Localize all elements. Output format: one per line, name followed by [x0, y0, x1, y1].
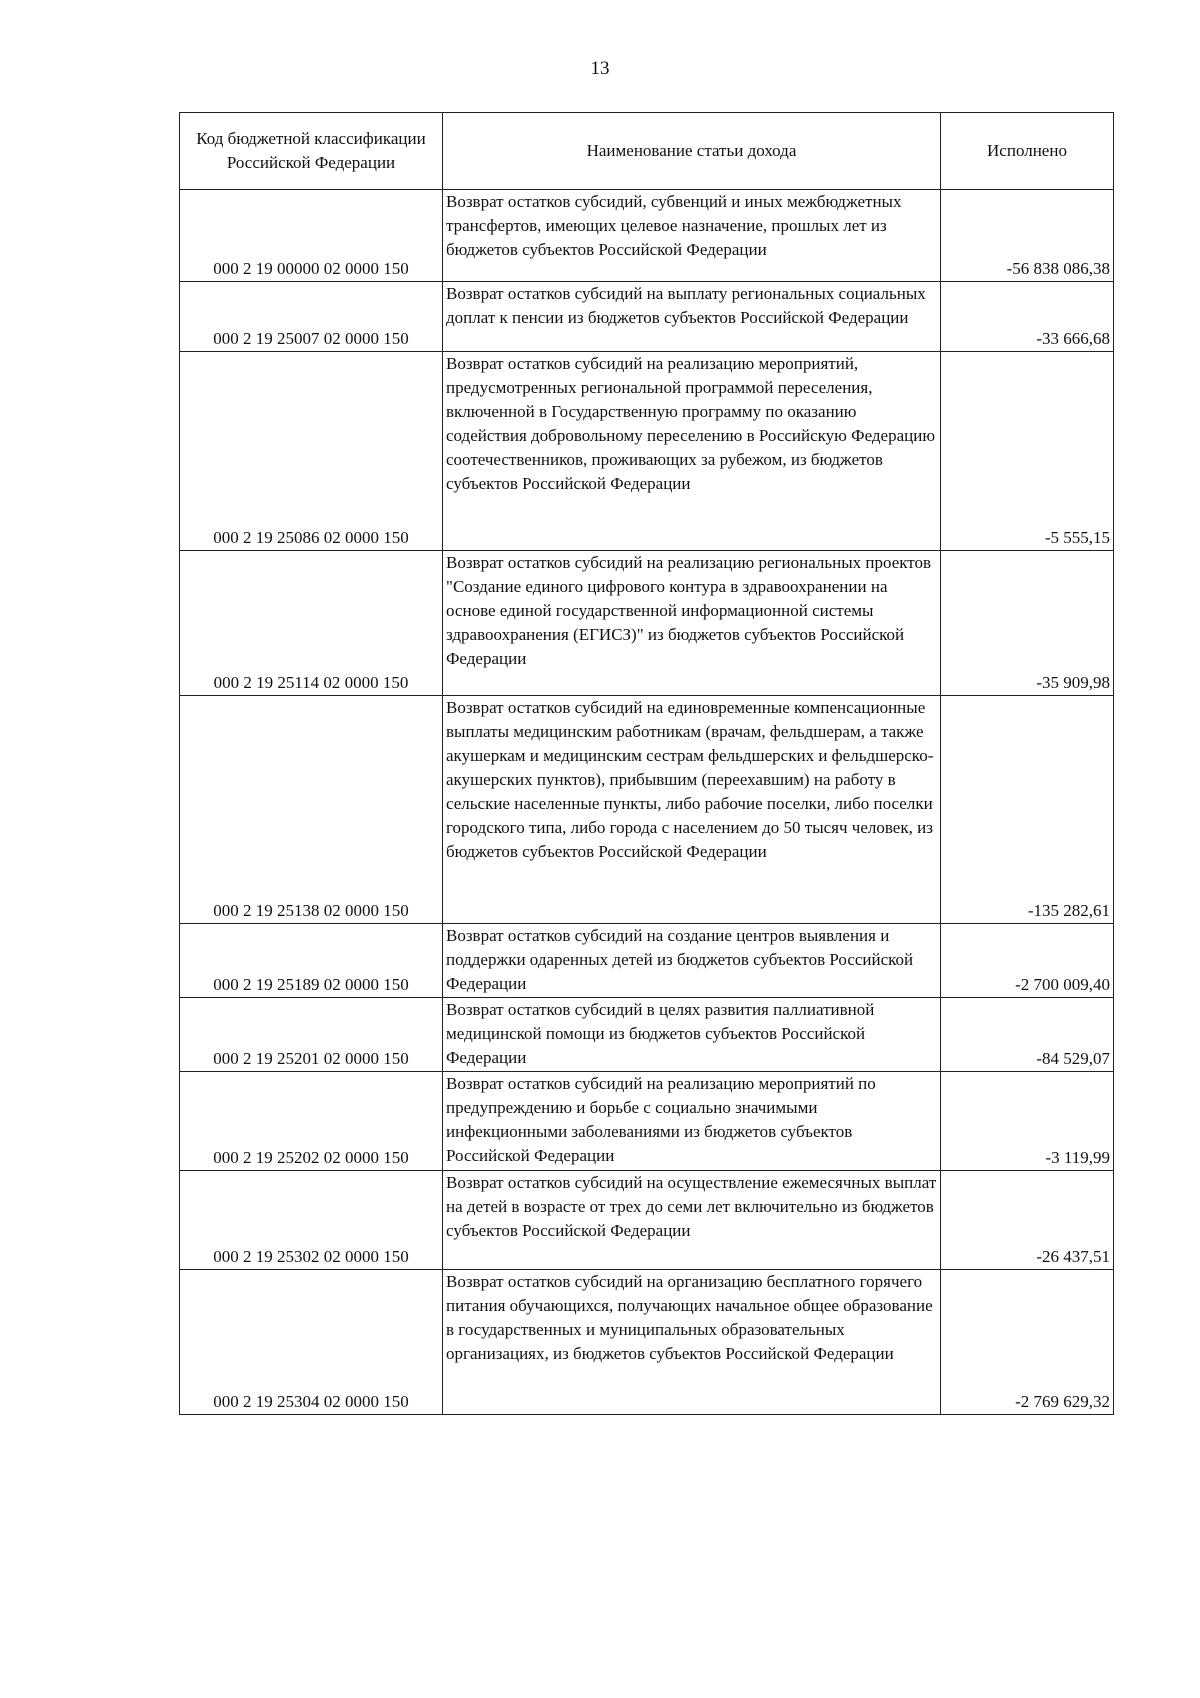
row-name: Возврат остатков субсидий на осуществление ежемесячных выплат на детей в возрасте от трех до семи лет включительно из бюджетов субъектов Российской Федерации: [443, 1171, 941, 1270]
table-row: [180, 190, 1114, 282]
row-code: 000 2 19 25304 02 0000 150: [180, 1270, 443, 1415]
row-code: 000 2 19 25086 02 0000 150: [180, 352, 443, 551]
table-row: [180, 1072, 1114, 1171]
row-executed: -3 119,99: [941, 1072, 1114, 1171]
row-executed: -35 909,98: [941, 551, 1114, 696]
header-name: Наименование статьи дохода: [443, 113, 941, 190]
row-code: 000 2 19 25114 02 0000 150: [180, 551, 443, 696]
table-row: [180, 1171, 1114, 1270]
row-code: 000 2 19 25302 02 0000 150: [180, 1171, 443, 1270]
row-executed: -2 769 629,32: [941, 1270, 1114, 1415]
row-name: Возврат остатков субсидий, субвенций и иных межбюджетных трансфертов, имеющих целевое назначение, прошлых лет из бюджетов субъектов Российской Федерации: [443, 190, 941, 282]
row-executed: -26 437,51: [941, 1171, 1114, 1270]
revenue-table: [179, 112, 1114, 1415]
table-row: [180, 696, 1114, 924]
page-number: 13: [590, 58, 610, 79]
table-row: [180, 998, 1114, 1072]
row-code: 000 2 19 25201 02 0000 150: [180, 998, 443, 1072]
row-code: 000 2 19 25189 02 0000 150: [180, 924, 443, 998]
row-name: Возврат остатков субсидий на реализацию региональных проектов "Создание единого цифрового контура в здравоохранении на основе единой государственной информационной системы здравоохранения (ЕГИСЗ)" из бюджетов субъектов Российской Федерации: [443, 551, 941, 696]
row-code: 000 2 19 25007 02 0000 150: [180, 282, 443, 352]
table-row: [180, 352, 1114, 551]
row-executed: -33 666,68: [941, 282, 1114, 352]
row-code: 000 2 19 00000 02 0000 150: [180, 190, 443, 282]
table-row: [180, 924, 1114, 998]
header-executed: Исполнено: [941, 113, 1114, 190]
row-executed: -2 700 009,40: [941, 924, 1114, 998]
table-row: [180, 1270, 1114, 1415]
row-name: Возврат остатков субсидий на реализацию мероприятий по предупреждению и борьбе с социально значимыми инфекционными заболеваниями из бюджетов субъектов Российской Федерации: [443, 1072, 941, 1171]
row-name: Возврат остатков субсидий на создание центров выявления и поддержки одаренных детей из бюджетов субъектов Российской Федерации: [443, 924, 941, 998]
header-code: Код бюджетной классификации Российской Федерации: [180, 113, 443, 190]
row-name: Возврат остатков субсидий на реализацию мероприятий, предусмотренных региональной программой переселения, включенной в Государственную программу по оказанию содействия добровольному переселению в Российскую Федерацию соотечественников, проживающих за рубежом, из бюджетов субъектов Российской Федерации: [443, 352, 941, 551]
row-name: Возврат остатков субсидий на единовременные компенсационные выплаты медицинским работникам (врачам, фельдшерам, а также акушеркам и медицинским сестрам фельдшерских и фельдшерско-акушерских пунктов), прибывшим (переехавшим) на работу в сельские населенные пункты, либо рабочие поселки, либо поселки городского типа, либо города с населением до 50 тысяч человек, из бюджетов субъектов Российской Федерации: [443, 696, 941, 924]
row-code: 000 2 19 25202 02 0000 150: [180, 1072, 443, 1171]
row-name: Возврат остатков субсидий на выплату региональных социальных доплат к пенсии из бюджетов субъектов Российской Федерации: [443, 282, 941, 352]
row-code: 000 2 19 25138 02 0000 150: [180, 696, 443, 924]
table-header-row: [180, 113, 1114, 190]
row-name: Возврат остатков субсидий в целях развития паллиативной медицинской помощи из бюджетов субъектов Российской Федерации: [443, 998, 941, 1072]
row-executed: -5 555,15: [941, 352, 1114, 551]
row-executed: -135 282,61: [941, 696, 1114, 924]
row-executed: -84 529,07: [941, 998, 1114, 1072]
row-name: Возврат остатков субсидий на организацию бесплатного горячего питания обучающихся, получающих начальное общее образование в государственных и муниципальных образовательных организациях, из бюджетов субъектов Российской Федерации: [443, 1270, 941, 1415]
row-executed: -56 838 086,38: [941, 190, 1114, 282]
table-row: [180, 551, 1114, 696]
table-row: [180, 282, 1114, 352]
